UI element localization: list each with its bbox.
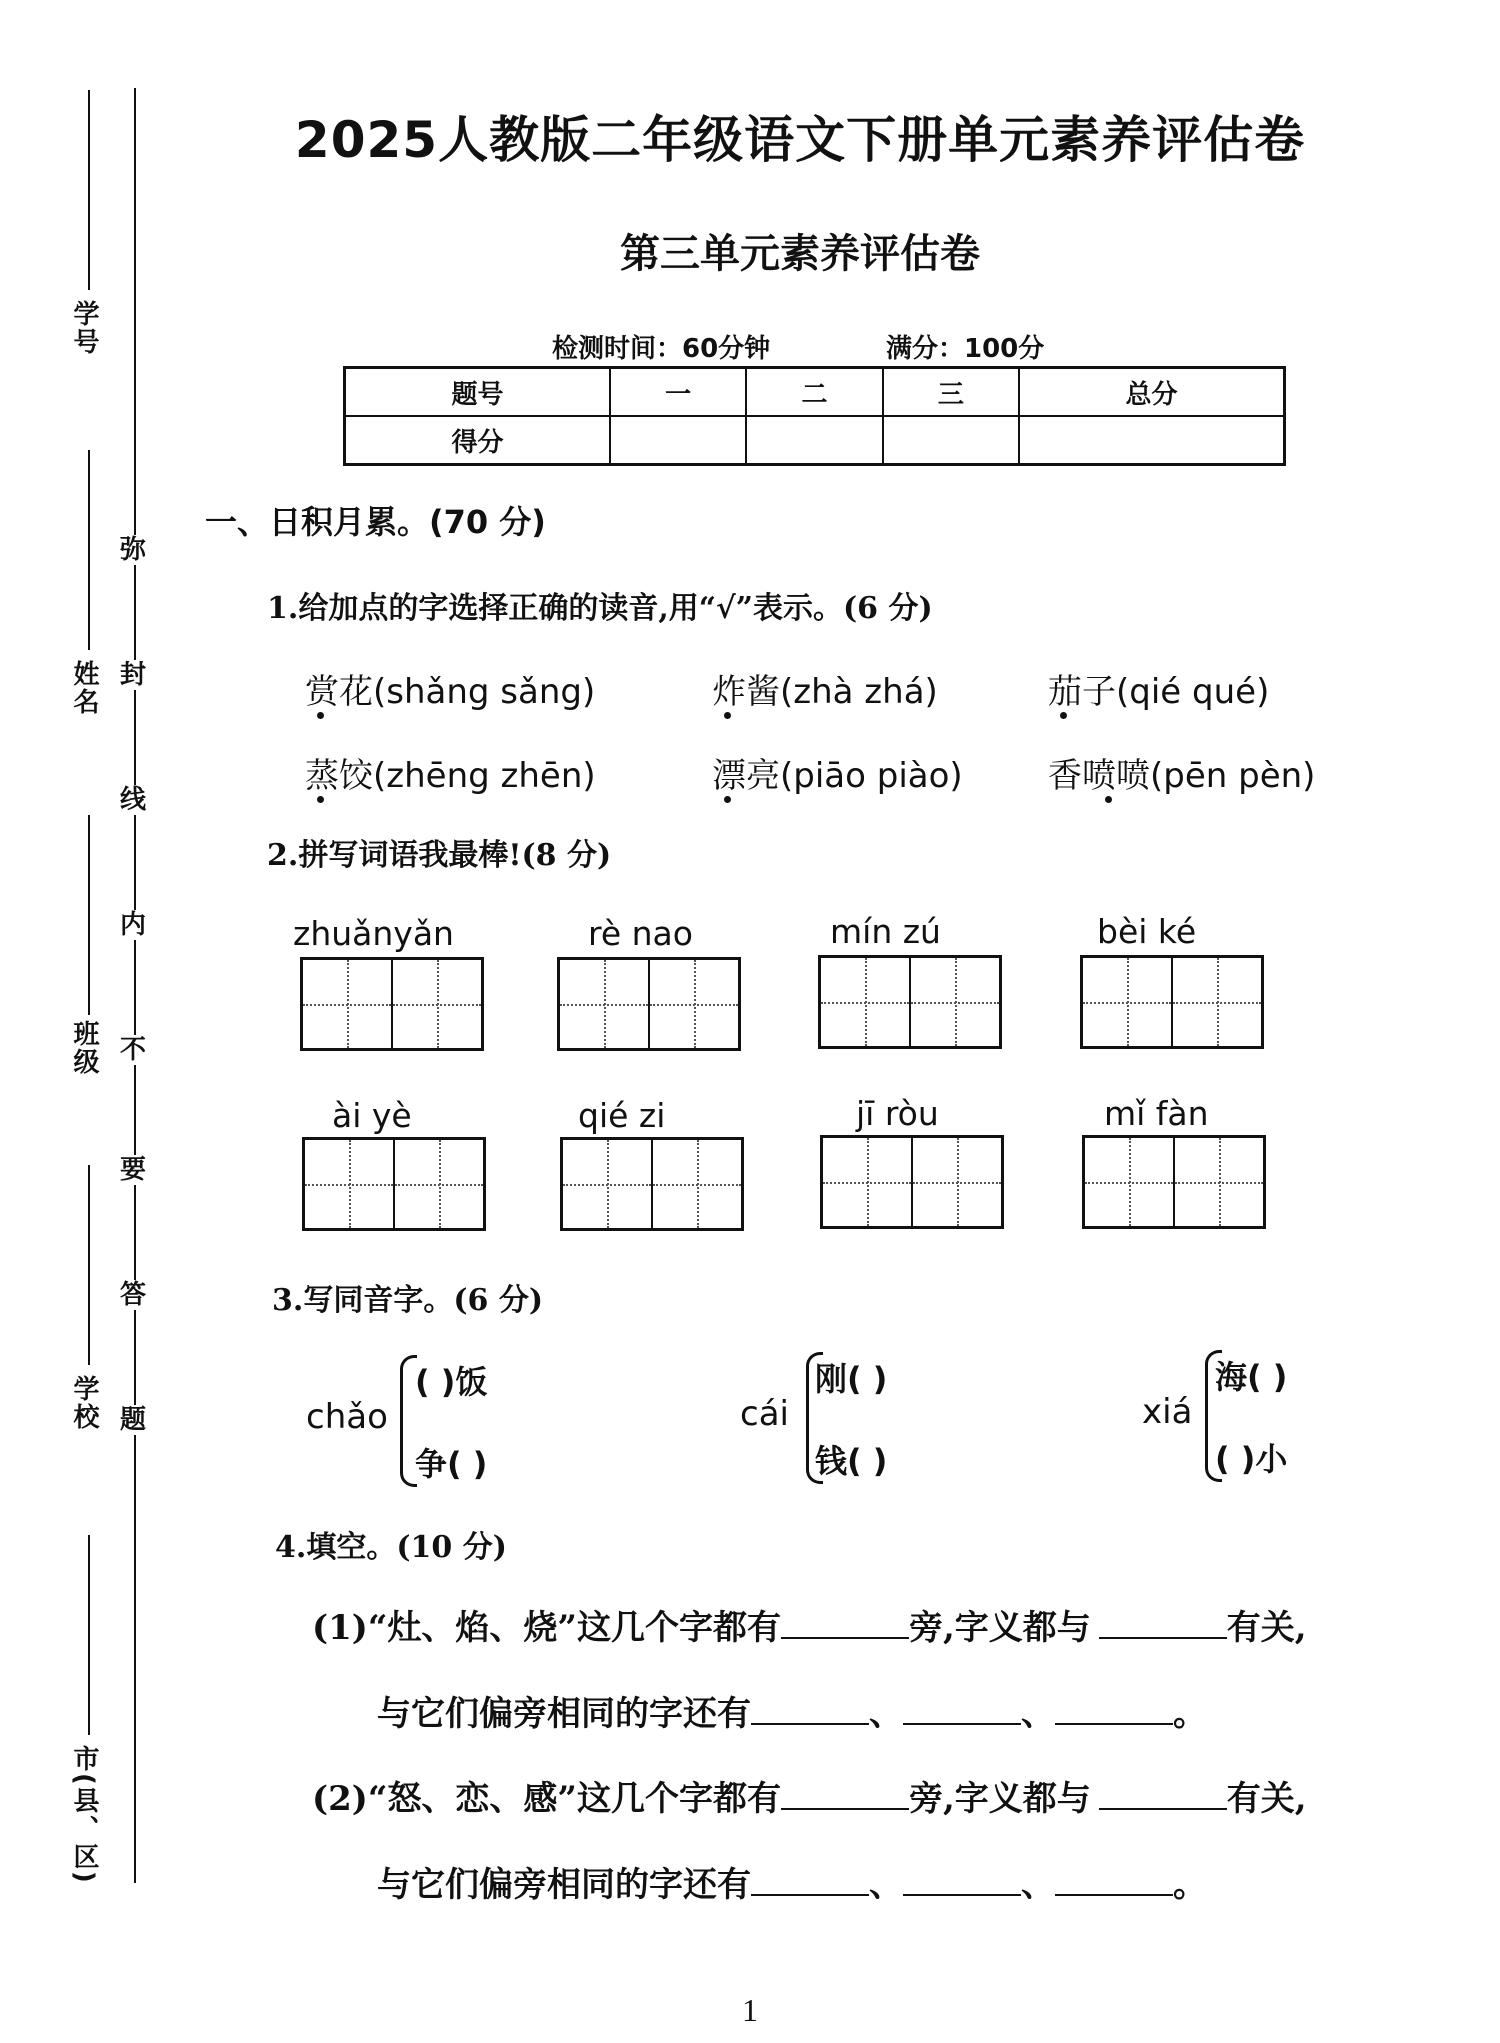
homophone-pinyin: chǎo [306,1397,388,1437]
homophone-blank[interactable]: 钱( ) [815,1442,888,1480]
word-pinyin: mín zú [830,912,941,951]
fill-line-4 [377,1857,1207,1906]
emphasis-dot [317,712,324,719]
question-4-title: 4.填空。(10 分) [275,1530,507,1565]
score-header-cell: 一 [610,368,746,417]
word-pinyin: jī ròu [856,1094,939,1133]
full-score: 满分：100分 [886,334,1045,364]
fill-text: 与它们偏旁相同的字还有 [377,1694,751,1734]
writing-grid[interactable] [1080,955,1264,1049]
fill-text: 与它们偏旁相同的字还有 [377,1865,751,1905]
word-pinyin: rè nao [588,914,693,953]
seal-char: 内 [120,910,147,940]
seal-char: 弥 [120,535,147,565]
score-table-row [345,416,1285,465]
fill-line-2 [377,1686,1207,1735]
homophone-blank[interactable]: 争( ) [415,1445,488,1483]
writing-grid[interactable] [1082,1135,1266,1229]
writing-grid[interactable] [302,1137,486,1231]
margin-line [88,1165,90,1365]
fill-text: (1)“灶、焰、烧”这几个字都有 [312,1608,781,1648]
fill-sep: 、 [1021,1694,1055,1734]
reading-item[interactable]: 赏花(shǎng sǎng) [305,672,596,712]
score-row-label: 得分 [345,416,610,465]
class-label: 班级 [69,1020,99,1076]
writing-grid[interactable] [557,957,741,1051]
homophone-blank[interactable]: 海( ) [1215,1358,1288,1396]
fill-blank[interactable] [1055,1864,1173,1896]
fill-sep: 、 [1021,1865,1055,1905]
score-cell[interactable] [883,416,1019,465]
score-cell[interactable] [746,416,882,465]
fill-blank[interactable] [751,1693,869,1725]
margin-line [88,450,90,650]
city-label: 市(县、区) [69,1745,99,1885]
student-id-label: 学号 [69,300,99,356]
page-title: 2025人教版二年级语文下册单元素养评估卷 [294,111,1306,169]
seal-line [134,88,136,1883]
question-3-title: 3.写同音字。(6 分) [272,1283,544,1318]
emphasis-dot [1105,796,1112,803]
fill-blank[interactable] [781,1778,909,1810]
fill-text: 旁,字义都与 [908,1608,1091,1648]
fill-end: 。 [1173,1865,1207,1905]
seal-char: 题 [120,1405,147,1435]
fill-text: 旁,字义都与 [908,1779,1091,1819]
test-duration: 检测时间：60分钟 [552,334,771,364]
fill-sep: 、 [869,1694,903,1734]
fill-blank[interactable] [1099,1778,1227,1810]
seal-char: 要 [120,1155,147,1185]
emphasis-dot [317,796,324,803]
score-cell[interactable] [610,416,746,465]
seal-char: 不 [120,1035,147,1065]
margin-line [88,1535,90,1735]
word-pinyin: bèi ké [1097,912,1197,951]
word-pinyin: ài yè [332,1096,412,1135]
seal-char: 线 [120,785,147,815]
fill-blank[interactable] [781,1607,909,1639]
score-header-cell: 总分 [1019,368,1284,417]
homophone-pinyin: cái [740,1394,789,1434]
homophone-blank[interactable]: 刚( ) [815,1360,888,1398]
writing-grid[interactable] [560,1137,744,1231]
emphasis-dot [724,712,731,719]
fill-blank[interactable] [1099,1607,1227,1639]
writing-grid[interactable] [300,957,484,1051]
word-pinyin: zhuǎnyǎn [293,914,454,953]
fill-text: 有关, [1226,1779,1307,1819]
writing-grid[interactable] [818,955,1002,1049]
homophone-blank[interactable]: ( )小 [1215,1440,1288,1478]
homophone-blank[interactable]: ( )饭 [415,1363,488,1401]
fill-sep: 、 [869,1865,903,1905]
fill-blank[interactable] [903,1864,1021,1896]
fill-text: 有关, [1226,1608,1307,1648]
emphasis-dot [1060,712,1067,719]
question-2-title: 2.拼写词语我最棒!(8 分) [267,838,612,873]
homophone-pinyin: xiá [1142,1392,1193,1432]
score-cell[interactable] [1019,416,1284,465]
score-table [343,366,1286,466]
fill-end: 。 [1173,1694,1207,1734]
page-number: 1 [742,1992,758,2028]
fill-blank[interactable] [751,1864,869,1896]
word-pinyin: qié zi [578,1096,666,1135]
seal-char: 封 [120,660,147,690]
score-header-cell: 三 [883,368,1019,417]
fill-line-3 [312,1771,1307,1820]
seal-char: 答 [120,1280,147,1310]
fill-line-1 [312,1600,1307,1649]
reading-item[interactable]: 茄子(qié qué) [1048,672,1270,712]
reading-item[interactable]: 炸酱(zhà zhá) [712,672,938,712]
page-subtitle: 第三单元素养评估卷 [620,231,980,277]
emphasis-dot [724,796,731,803]
fill-blank[interactable] [903,1693,1021,1725]
name-label: 姓名 [69,660,99,716]
word-pinyin: mǐ fàn [1104,1094,1209,1133]
question-1-title: 1.给加点的字选择正确的读音,用“√”表示。(6 分) [267,591,933,626]
reading-item[interactable]: 香喷喷(pēn pèn) [1048,756,1316,796]
score-header-cell: 题号 [345,368,610,417]
reading-item[interactable]: 漂亮(piāo piào) [712,756,963,796]
margin-line [88,815,90,1015]
fill-text: (2)“怒、恋、感”这几个字都有 [312,1779,781,1819]
score-table-header [345,368,1285,417]
writing-grid[interactable] [820,1135,1004,1229]
section-title: 一、日积月累。(70 分) [205,503,546,541]
reading-item[interactable]: 蒸饺(zhēng zhēn) [305,756,596,796]
score-header-cell: 二 [746,368,882,417]
school-label: 学校 [69,1375,99,1431]
fill-blank[interactable] [1055,1693,1173,1725]
